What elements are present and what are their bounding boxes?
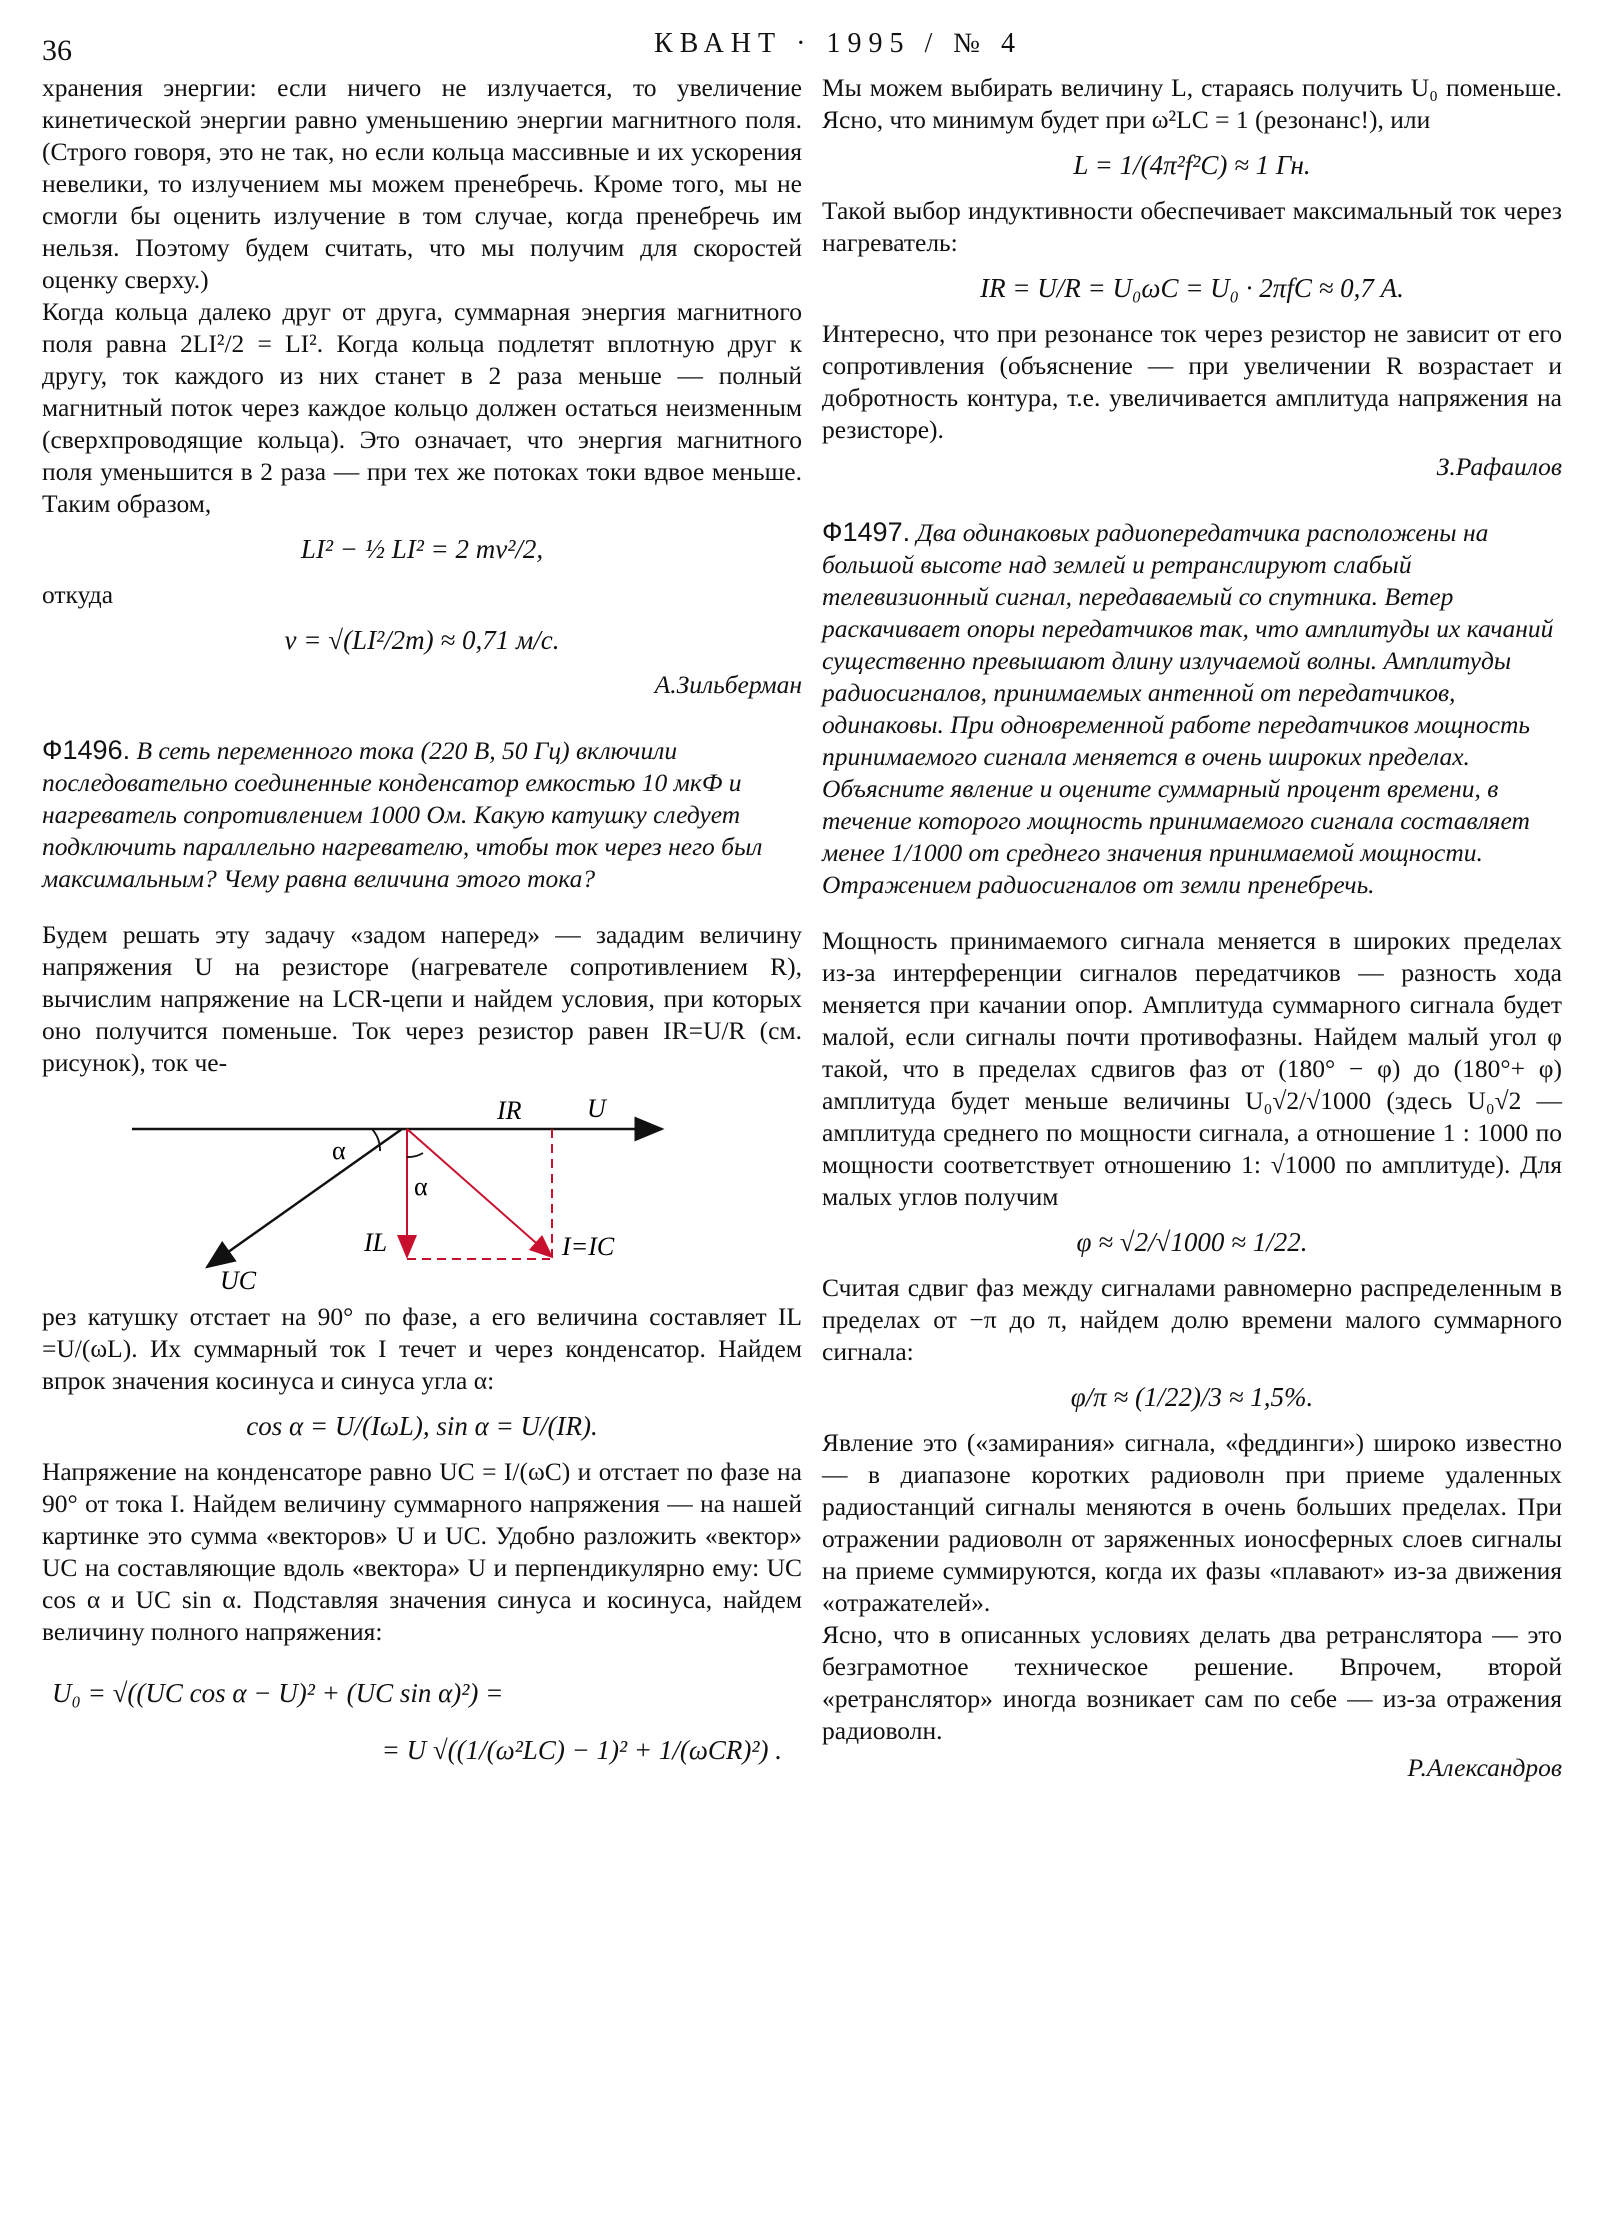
equation-cos-sin: cos α = U/(IωL), sin α = U/(IR). xyxy=(246,1411,598,1441)
paragraph: Явление это («замирания» сигнала, «феддинги») широко известно — в диапазоне коротких радиоволн при приеме удаленных радиостанций сигналы меняются в очень больших пределах. При отражении радиоволн от заряженных ионосферных слоев сигналы на приеме суммируются, когда их фазы «плавают» из-за движения «отражателей». xyxy=(822,1428,1562,1617)
paragraph: Такой выбор индуктивности обеспечивает максимальный ток через нагреватель: xyxy=(822,196,1562,257)
author-signature: З.Рафаилов xyxy=(1436,452,1562,481)
equation-phi: φ ≈ √2/√1000 ≈ 1/22. xyxy=(1076,1227,1308,1257)
phasor-diagram xyxy=(42,1087,802,1297)
paragraph: Мощность принимаемого сигнала меняется в широких пределах из-за интерференции сигналов передатчиков — разность хода меняется при качании опор. Амплитуда суммарного сигнала будет малой, если сигналы почти противофазны. Найдем малый угол φ такой, что в пределах сдвигов фаз от (180° − φ) до (180°+ φ) амплитуда будет меньше величины U₀√2/√1000 (здесь U₀√2 — амплитуда среднего по мощности сигнала, а отношение 1 : 1000 по мощности соответствует отношению 1: √1000 по амплитуде). Для малых углов получим xyxy=(822,926,1562,1211)
equation-energy: LI² − ½ LI² = 2 mv²/2, xyxy=(300,534,544,564)
paragraph: Напряжение на конденсаторе равно UC = I/(ωC) и отстает по фазе на 90° от тока I. Найдем величину суммарного напряжения — на нашей картинке это сумма «векторов» U и UC. Удобно разложить «вектор» UC на составляющие вдоль «вектора» U и перпендикулярно ему: UC cos α и UC sin α. Подставляя значения синуса и косинуса, найдем величину полного напряжения: xyxy=(42,1457,802,1646)
problem-text: Два одинаковых радиопередатчика расположены на большой высоте над землей и ретранслируют слабый телевизионный сигнал, передаваемый со спутника. Ветер раскачивает опоры передатчиков так, что амплитуды их качаний существенно превышают длину излучаемой волны. Амплитуды радиосигналов, принимаемых антенной от передатчиков, одинаковы. При одновременной работе передатчиков мощность принимаемого сигнала меняется в очень широких пределах. Объясните явление и оцените суммарный процент времени, в течение которого мощность принимаемого сигнала составляет менее 1/1000 от среднего значения принимаемой мощности. Отражением радиосигналов от земли пренебречь. xyxy=(822,518,1554,899)
label-IL: IL xyxy=(364,1228,388,1257)
label-U: U xyxy=(587,1094,606,1123)
left-column xyxy=(42,72,802,1780)
equation-IR: IR = U/R = U₀ωC = U₀ · 2πfC ≈ 0,7 А. xyxy=(980,273,1404,303)
equation-U0-result: = U √((1/(ω²LC) − 1)² + 1/(ωCR)²) . xyxy=(381,1735,782,1765)
paragraph: хранения энергии: если ничего не излучается, то увеличение кинетической энергии равно уменьшению энергии магнитного поля. (Строго говоря, это не так, но если кольца массивные и их ускорения невелики, то излучением мы можем пренебречь. Кроме того, мы не смогли бы оценить излучение в том случае, когда пренебречь им нельзя. Поэтому будем считать, что мы получим для скоростей оценку сверху.) xyxy=(42,73,802,294)
problem-f1497 xyxy=(822,516,1562,901)
label-alpha: α xyxy=(332,1136,346,1165)
problem-text: В сеть переменного тока (220 В, 50 Гц) включили последовательно соединенные конденсатор емкостью 10 мкФ и нагреватель сопротивлением 1000 Ом. Какую катушку следует подключить параллельно нагревателю, чтобы ток через него был максимальным? Чему равна величина этого тока? xyxy=(42,736,763,893)
paragraph: Мы можем выбирать величину L, стараясь получить U₀ поменьше. Ясно, что минимум будет при ω²LC = 1 (резонанс!), или xyxy=(822,73,1562,134)
vector-I xyxy=(407,1129,552,1257)
label-IR: IR xyxy=(497,1096,522,1125)
paragraph: Ясно, что в описанных условиях делать два ретранслятора — это безграмотное техническое решение. Впрочем, второй «ретранслятор» иногда возникает сам по себе — из-за отражения радиоволн. xyxy=(822,1620,1562,1745)
label-alpha: α xyxy=(414,1172,428,1201)
equation-L: L = 1/(4π²f²C) ≈ 1 Гн. xyxy=(1073,150,1311,180)
label-I: I=IC xyxy=(562,1232,615,1261)
equation-fraction: φ/π ≈ (1/22)/3 ≈ 1,5%. xyxy=(1070,1382,1314,1412)
problem-f1496 xyxy=(42,734,802,895)
label-UC: UC xyxy=(220,1266,257,1295)
journal-header: КВАНТ · 1995 / № 4 xyxy=(654,28,1022,59)
paragraph: Когда кольца далеко друг от друга, суммарная энергия магнитного поля равна 2LI²/2 = LI². Когда кольца подлетят вплотную друг к другу, ток каждого из них станет в 2 раза меньше — полный магнитный поток через каждое кольцо должен остаться неизменным (сверхпроводящие кольца). Это означает, что энергия магнитного поля уменьшится в 2 раза — при тех же потоках токи вдвое меньше. Таким образом, xyxy=(42,297,802,518)
problem-id: Ф1496. xyxy=(42,735,131,765)
paragraph: Будем решать эту задачу «задом наперед» — зададим величину напряжения U на резисторе (нагревателе сопротивлением R), вычислим напряжение на LCR-цепи и найдем условия, при которых оно получится поменьше. Ток через резистор равен IR=U/R (см. рисунок), ток че- xyxy=(42,920,802,1077)
equation-U0: U₀ = √((UC cos α − U)² + (UC sin α)²) = xyxy=(52,1678,504,1708)
author-signature: А.Зильберман xyxy=(654,670,802,699)
problem-id: Ф1497. xyxy=(822,517,911,547)
equation-velocity: v = √(LI²/2m) ≈ 0,71 м/с. xyxy=(284,625,560,655)
paragraph: рез катушку отстает на 90° по фазе, а его величина составляет IL =U/(ωL). Их суммарный ток I течет и через конденсатор. Найдем впрок значения косинуса и синуса угла α: xyxy=(42,1302,802,1395)
paragraph: Считая сдвиг фаз между сигналами равномерно распределенным в пределах от −π до π, найдем долю времени малого суммарного сигнала: xyxy=(822,1273,1562,1366)
paragraph: откуда xyxy=(42,580,114,609)
angle-arc xyxy=(407,1153,423,1157)
right-column xyxy=(822,72,1562,1793)
author-signature: Р.Александров xyxy=(1407,1753,1562,1782)
page-number: 36 xyxy=(42,34,72,67)
paragraph: Интересно, что при резонансе ток через резистор не зависит от его сопротивления (объяснение — при увеличении R возрастает и добротность контура, т.е. увеличивается амплитуда напряжения на резисторе). xyxy=(822,319,1562,444)
